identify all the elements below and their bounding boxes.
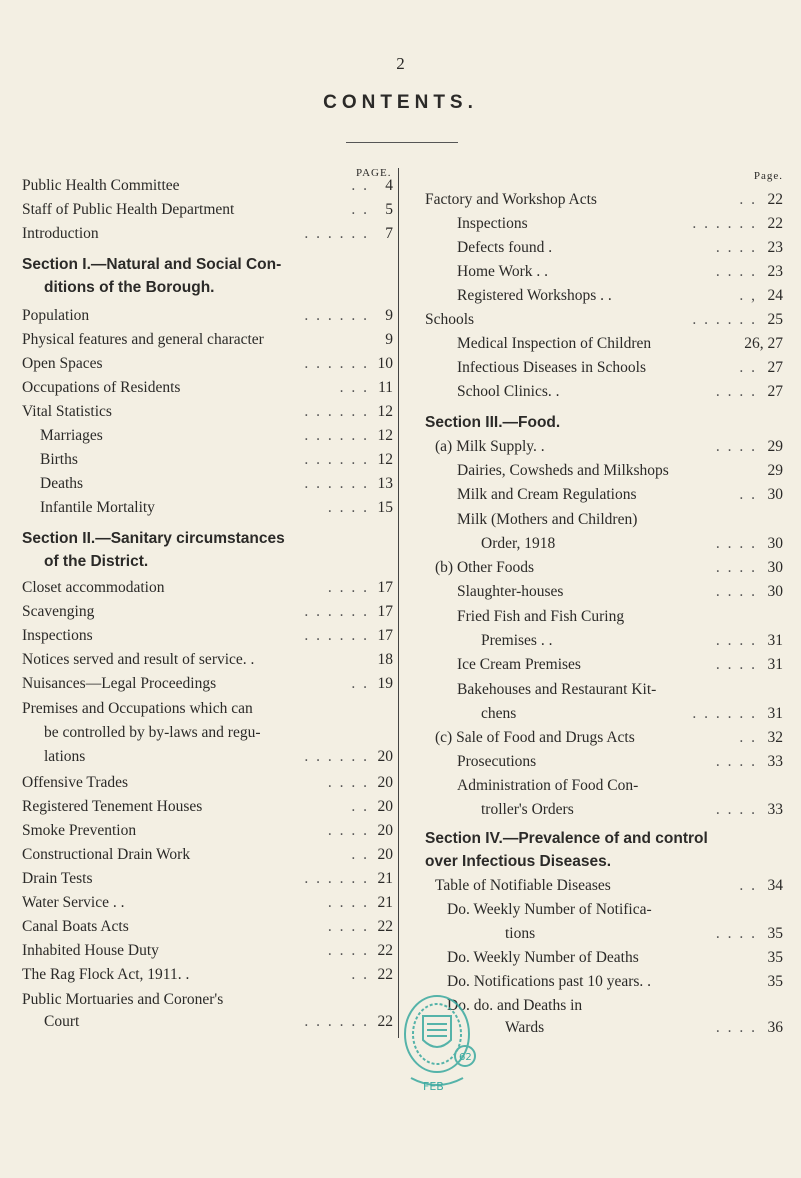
section-heading: of the District. xyxy=(44,553,149,570)
entry-page-number: 12 xyxy=(377,451,393,468)
entry-leader-dots: . . . . xyxy=(715,559,757,576)
left-page-header: PAGE. xyxy=(356,167,392,179)
entry-page-number: 12 xyxy=(377,427,393,444)
entry-title: Staff of Public Health Department xyxy=(22,201,235,218)
right-page-header: Page. xyxy=(753,170,783,182)
entry-title: Public Health Committee xyxy=(22,177,180,194)
entry-title: Premises . . xyxy=(481,632,553,649)
entry-page-number: 27 xyxy=(767,359,783,376)
entry-page-number: 36 xyxy=(767,1019,783,1036)
entry-page-number: 31 xyxy=(767,632,783,649)
entry-leader-dots: . . xyxy=(351,966,369,983)
entry-page-number: 17 xyxy=(377,603,393,620)
entry-leader-dots: . . xyxy=(739,191,757,208)
entry-leader-dots: . . . . . . xyxy=(304,225,369,242)
entry-page-number: 35 xyxy=(767,925,783,942)
entry-leader-dots: . . . . . . xyxy=(304,355,369,372)
entry-leader-dots: . . . . xyxy=(715,801,757,818)
entry-leader-dots: . . . . xyxy=(715,535,757,552)
entry-leader-dots: . . . . . . xyxy=(304,475,369,492)
entry-title: Registered Workshops . . xyxy=(457,287,612,304)
entry-title: Offensive Trades xyxy=(22,774,129,791)
entry-leader-dots: . . . . xyxy=(327,942,369,959)
entry-title: Medical Inspection of Children xyxy=(457,335,652,352)
entry-page-number: 19 xyxy=(377,675,393,692)
entry-title: Bakehouses and Restaurant Kit- xyxy=(457,681,657,698)
entry-title: Administration of Food Con- xyxy=(457,777,639,794)
entry-leader-dots: . . . . . . xyxy=(692,215,757,232)
entry-page-number: 35 xyxy=(767,949,783,966)
entry-leader-dots: . . . . xyxy=(715,1019,757,1036)
entry-leader-dots: . , xyxy=(739,287,757,304)
entry-title: Registered Tenement Houses xyxy=(22,798,203,815)
entry-title: be controlled by by-laws and regu- xyxy=(44,724,261,741)
entry-title: Do. Weekly Number of Deaths xyxy=(447,949,639,966)
entry-page-number: 30 xyxy=(767,535,783,552)
entry-title: Population xyxy=(22,307,90,324)
entry-title: Drain Tests xyxy=(22,870,93,887)
entry-page-number: 30 xyxy=(767,559,783,576)
entry-leader-dots: . . . . xyxy=(327,579,369,596)
entry-title: Order, 1918 xyxy=(481,535,556,552)
entry-page-number: 4 xyxy=(385,177,393,194)
entry-page-number: 11 xyxy=(378,379,393,396)
entry-page-number: 22 xyxy=(377,1013,393,1030)
entry-title: School Clinics. . xyxy=(457,383,560,400)
entry-page-number: 18 xyxy=(377,651,393,668)
entry-leader-dots: . . . . . . xyxy=(304,603,369,620)
entry-title: Wards xyxy=(505,1019,545,1036)
page-number: 2 xyxy=(396,54,405,73)
entry-page-number: 22 xyxy=(377,942,393,959)
entry-title: Table of Notifiable Diseases xyxy=(435,877,611,894)
entry-leader-dots: . . . . xyxy=(715,383,757,400)
contents-title: CONTENTS. xyxy=(323,92,478,113)
entry-page-number: 22 xyxy=(767,215,783,232)
entry-leader-dots: . . . . . . xyxy=(692,705,757,722)
entry-title: Milk (Mothers and Children) xyxy=(457,511,638,528)
entry-title: Inspections xyxy=(457,215,528,232)
entry-title: Dairies, Cowsheds and Milkshops xyxy=(457,462,669,479)
entry-title: Milk and Cream Regulations xyxy=(457,486,637,503)
entry-title: lations xyxy=(44,748,86,765)
library-stamp-icon xyxy=(397,986,487,1096)
entry-title: Do. do. and Deaths in xyxy=(447,997,583,1014)
entry-title: Closet accommodation xyxy=(22,579,165,596)
entry-leader-dots: . . . . xyxy=(715,239,757,256)
entry-leader-dots: . . . . . . xyxy=(304,627,369,644)
entry-leader-dots: . . xyxy=(739,486,757,503)
section-heading: Section IV.—Prevalence of and control xyxy=(425,830,708,847)
entry-title: tions xyxy=(505,925,536,942)
entry-leader-dots: . . xyxy=(739,359,757,376)
entry-leader-dots: . . . . xyxy=(327,774,369,791)
entry-title: Inhabited House Duty xyxy=(22,942,159,959)
entry-page-number: 26, 27 xyxy=(744,335,783,352)
section-heading: Section II.—Sanitary circumstances xyxy=(22,530,285,547)
entry-leader-dots: . . . . xyxy=(715,438,757,455)
entry-leader-dots: . . xyxy=(739,729,757,746)
entry-page-number: 17 xyxy=(377,627,393,644)
entry-page-number: 22 xyxy=(377,966,393,983)
entry-page-number: 7 xyxy=(385,225,393,242)
entry-title: Ice Cream Premises xyxy=(457,656,581,673)
section-heading: Section III.—Food. xyxy=(425,414,561,431)
entry-leader-dots: . . xyxy=(351,675,369,692)
entry-leader-dots: . . . . xyxy=(327,499,369,516)
entry-page-number: 20 xyxy=(377,846,393,863)
entry-leader-dots: . . . . xyxy=(715,583,757,600)
entry-title: Infectious Diseases in Schools xyxy=(457,359,646,376)
section-heading: ditions of the Borough. xyxy=(44,279,215,296)
entry-page-number: 23 xyxy=(767,263,783,280)
entry-page-number: 25 xyxy=(767,311,783,328)
entry-title: Open Spaces xyxy=(22,355,103,372)
entry-page-number: 12 xyxy=(377,403,393,420)
entry-title: Vital Statistics xyxy=(22,403,112,420)
entry-page-number: 31 xyxy=(767,656,783,673)
entry-title: Defects found . xyxy=(457,239,553,256)
entry-page-number: 20 xyxy=(377,748,393,765)
entry-page-number: 33 xyxy=(767,753,783,770)
entry-page-number: 23 xyxy=(767,239,783,256)
entry-title: Inspections xyxy=(22,627,93,644)
section-heading: Section I.—Natural and Social Con- xyxy=(22,256,282,273)
entry-title: Marriages xyxy=(40,427,103,444)
entry-title: Births xyxy=(40,451,78,468)
entry-title: (a) Milk Supply. . xyxy=(435,438,545,455)
entry-page-number: 29 xyxy=(767,438,783,455)
title-rule xyxy=(346,142,458,143)
entry-title: Introduction xyxy=(22,225,99,242)
entry-page-number: 27 xyxy=(767,383,783,400)
entry-title: Infantile Mortality xyxy=(40,499,155,516)
entry-leader-dots: . . . . . . xyxy=(304,870,369,887)
entry-page-number: 22 xyxy=(377,918,393,935)
entry-leader-dots: . . . . . . xyxy=(304,427,369,444)
entry-leader-dots: . . . . . . xyxy=(304,451,369,468)
entry-title: Fried Fish and Fish Curing xyxy=(457,608,625,625)
entry-leader-dots: . . . . xyxy=(715,263,757,280)
column-divider xyxy=(398,168,399,1038)
entry-title: troller's Orders xyxy=(481,801,574,818)
entry-leader-dots: . . . . xyxy=(327,894,369,911)
entry-leader-dots: . . . . . . xyxy=(304,403,369,420)
entry-page-number: 20 xyxy=(377,798,393,815)
entry-leader-dots: . . . . . . xyxy=(304,307,369,324)
entry-title: Occupations of Residents xyxy=(22,379,181,396)
entry-page-number: 32 xyxy=(767,729,783,746)
entry-title: Court xyxy=(44,1013,80,1030)
entry-page-number: 33 xyxy=(767,801,783,818)
entry-leader-dots: . . . . . . xyxy=(304,748,369,765)
entry-leader-dots: . . . . xyxy=(715,925,757,942)
entry-page-number: 20 xyxy=(377,774,393,791)
stamp-lettering: FEB xyxy=(423,1080,444,1093)
entry-page-number: 20 xyxy=(377,822,393,839)
entry-title: (c) Sale of Food and Drugs Acts xyxy=(435,729,635,746)
section-heading: over Infectious Diseases. xyxy=(425,853,612,870)
entry-leader-dots: . . xyxy=(351,201,369,218)
entry-page-number: 10 xyxy=(377,355,393,372)
entry-page-number: 22 xyxy=(767,191,783,208)
entry-leader-dots: . . xyxy=(351,177,369,194)
entry-leader-dots: . . . . xyxy=(715,632,757,649)
entry-title: Prosecutions xyxy=(457,753,537,770)
entry-leader-dots: . . . . xyxy=(327,822,369,839)
entry-page-number: 9 xyxy=(385,331,393,348)
entry-page-number: 34 xyxy=(767,877,783,894)
entry-page-number: 24 xyxy=(767,287,783,304)
entry-page-number: 21 xyxy=(377,870,393,887)
entry-page-number: 13 xyxy=(377,475,393,492)
entry-title: Canal Boats Acts xyxy=(22,918,129,935)
entry-title: Public Mortuaries and Coroner's xyxy=(22,991,224,1008)
entry-page-number: 35 xyxy=(767,973,783,990)
entry-title: chens xyxy=(481,705,517,722)
entry-title: Deaths xyxy=(40,475,84,492)
entry-title: Do. Notifications past 10 years. . xyxy=(447,973,652,990)
entry-title: Physical features and general character xyxy=(22,331,264,348)
entry-page-number: 17 xyxy=(377,579,393,596)
entry-title: Water Service . . xyxy=(22,894,125,911)
entry-page-number: 30 xyxy=(767,486,783,503)
entry-title: Nuisances—Legal Proceedings xyxy=(22,675,217,692)
entry-page-number: 29 xyxy=(767,462,783,479)
entry-title: Factory and Workshop Acts xyxy=(425,191,597,208)
entry-leader-dots: . . . . xyxy=(327,918,369,935)
entry-page-number: 31 xyxy=(767,705,783,722)
stamp-number: 62 xyxy=(459,1052,472,1063)
entry-page-number: 9 xyxy=(385,307,393,324)
entry-page-number: 21 xyxy=(377,894,393,911)
entry-title: Scavenging xyxy=(22,603,95,620)
entry-title: Notices served and result of service. . xyxy=(22,651,255,668)
entry-page-number: 5 xyxy=(385,201,393,218)
entry-title: Schools xyxy=(425,311,475,328)
entry-leader-dots: . . . . xyxy=(715,753,757,770)
entry-leader-dots: . . . . . . xyxy=(304,1013,369,1030)
entry-leader-dots: . . xyxy=(351,798,369,815)
entry-leader-dots: . . . xyxy=(339,379,369,396)
entry-page-number: 30 xyxy=(767,583,783,600)
entry-title: Do. Weekly Number of Notifica- xyxy=(447,901,652,918)
entry-title: Home Work . . xyxy=(457,263,549,280)
entry-title: Premises and Occupations which can xyxy=(22,700,253,717)
entry-leader-dots: . . . . xyxy=(715,656,757,673)
entry-leader-dots: . . xyxy=(351,846,369,863)
entry-title: Slaughter-houses xyxy=(457,583,564,600)
entry-title: Smoke Prevention xyxy=(22,822,137,839)
entry-page-number: 15 xyxy=(377,499,393,516)
entry-leader-dots: . . xyxy=(739,877,757,894)
entry-leader-dots: . . . . . . xyxy=(692,311,757,328)
entry-title: The Rag Flock Act, 1911. . xyxy=(22,966,190,983)
entry-title: (b) Other Foods xyxy=(435,559,535,576)
entry-title: Constructional Drain Work xyxy=(22,846,191,863)
